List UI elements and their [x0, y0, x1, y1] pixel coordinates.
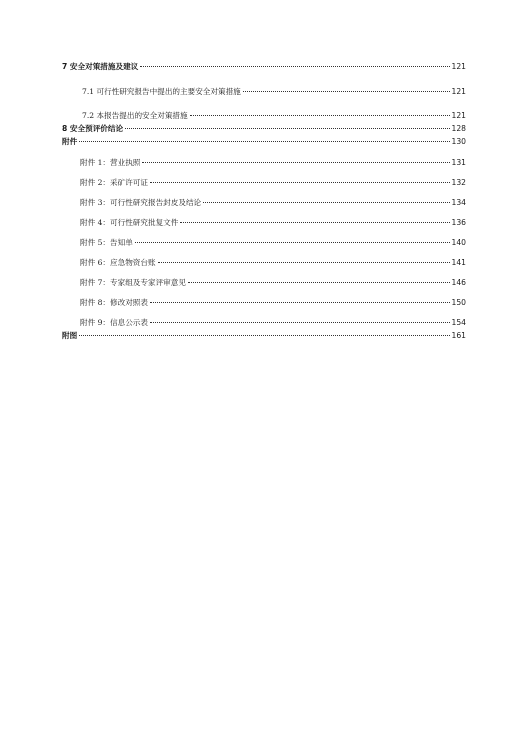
toc-entry-title: 7.1 可行性研究报告中提出的主要安全对策措施 — [82, 87, 241, 96]
toc-entry-page: 121 — [451, 62, 466, 71]
dot-leader — [125, 128, 449, 129]
toc-entry-figures[interactable] — [62, 331, 466, 341]
dot-leader — [188, 282, 450, 283]
toc-entry-attachment-3[interactable] — [62, 198, 466, 208]
toc-entry-page: 121 — [451, 87, 466, 96]
toc-entry-page: 134 — [451, 198, 466, 207]
toc-entry-chapter-7[interactable] — [62, 62, 466, 72]
dot-leader — [79, 141, 449, 142]
dot-leader — [158, 262, 450, 263]
toc-entry-page: 131 — [451, 158, 466, 167]
toc-entry-title: 7 安全对策措施及建议 — [62, 62, 139, 71]
toc-entry-title: 附件 8：修改对照表 — [80, 298, 148, 307]
toc-entry-page: 130 — [451, 137, 466, 146]
toc-entry-page: 161 — [451, 331, 466, 340]
table-of-contents — [62, 58, 466, 341]
dot-leader — [79, 335, 449, 336]
dot-leader — [150, 182, 450, 183]
toc-entry-attachment-2[interactable] — [62, 178, 466, 188]
dot-leader — [135, 242, 450, 243]
toc-entry-title: 附件 2：采矿许可证 — [80, 178, 148, 187]
dot-leader — [190, 115, 450, 116]
toc-entry-title: 附件 6：应急物资台账 — [80, 258, 156, 267]
dot-leader — [142, 162, 449, 163]
toc-entry-attachment-9[interactable] — [62, 318, 466, 328]
toc-entry-page: 132 — [451, 178, 466, 187]
toc-entry-page: 128 — [451, 124, 466, 133]
toc-entry-section-7-2[interactable] — [62, 111, 466, 121]
toc-entry-title: 附件 1：营业执照 — [80, 158, 141, 167]
toc-entry-title: 8 安全预评价结论 — [62, 124, 124, 133]
toc-entry-attachment-4[interactable] — [62, 218, 466, 228]
toc-entry-chapter-8[interactable] — [62, 124, 466, 134]
toc-entry-attachment-8[interactable] — [62, 298, 466, 308]
toc-entry-page: 140 — [451, 238, 466, 247]
toc-entry-page: 136 — [451, 218, 466, 227]
toc-entry-title: 附件 9：信息公示表 — [80, 318, 148, 327]
toc-entry-title: 附图 — [62, 331, 78, 340]
toc-entry-title: 附件 7：专家组及专家评审意见 — [80, 278, 186, 287]
dot-leader — [150, 302, 450, 303]
toc-entry-section-7-1[interactable] — [62, 87, 466, 97]
toc-entry-attachments[interactable] — [62, 137, 466, 147]
dot-leader — [140, 66, 449, 67]
toc-entry-page: 121 — [451, 111, 466, 120]
toc-entry-page: 154 — [451, 318, 466, 327]
toc-entry-page: 146 — [451, 278, 466, 287]
dot-leader — [150, 322, 450, 323]
toc-entry-title: 7.2 本报告提出的安全对策措施 — [82, 111, 188, 120]
toc-entry-page: 150 — [451, 298, 466, 307]
toc-entry-attachment-5[interactable] — [62, 238, 466, 248]
toc-entry-title: 附件 5：告知单 — [80, 238, 133, 247]
toc-entry-attachment-1[interactable] — [62, 158, 466, 168]
toc-entry-attachment-6[interactable] — [62, 258, 466, 268]
dot-leader — [203, 202, 449, 203]
toc-entry-title: 附件 — [62, 137, 78, 146]
dot-leader — [243, 91, 450, 92]
toc-entry-page: 141 — [451, 258, 466, 267]
dot-leader — [180, 222, 449, 223]
toc-entry-title: 附件 3：可行性研究报告封皮及结论 — [80, 198, 202, 207]
toc-entry-attachment-7[interactable] — [62, 278, 466, 288]
toc-entry-title: 附件 4：可行性研究批复文件 — [80, 218, 179, 227]
